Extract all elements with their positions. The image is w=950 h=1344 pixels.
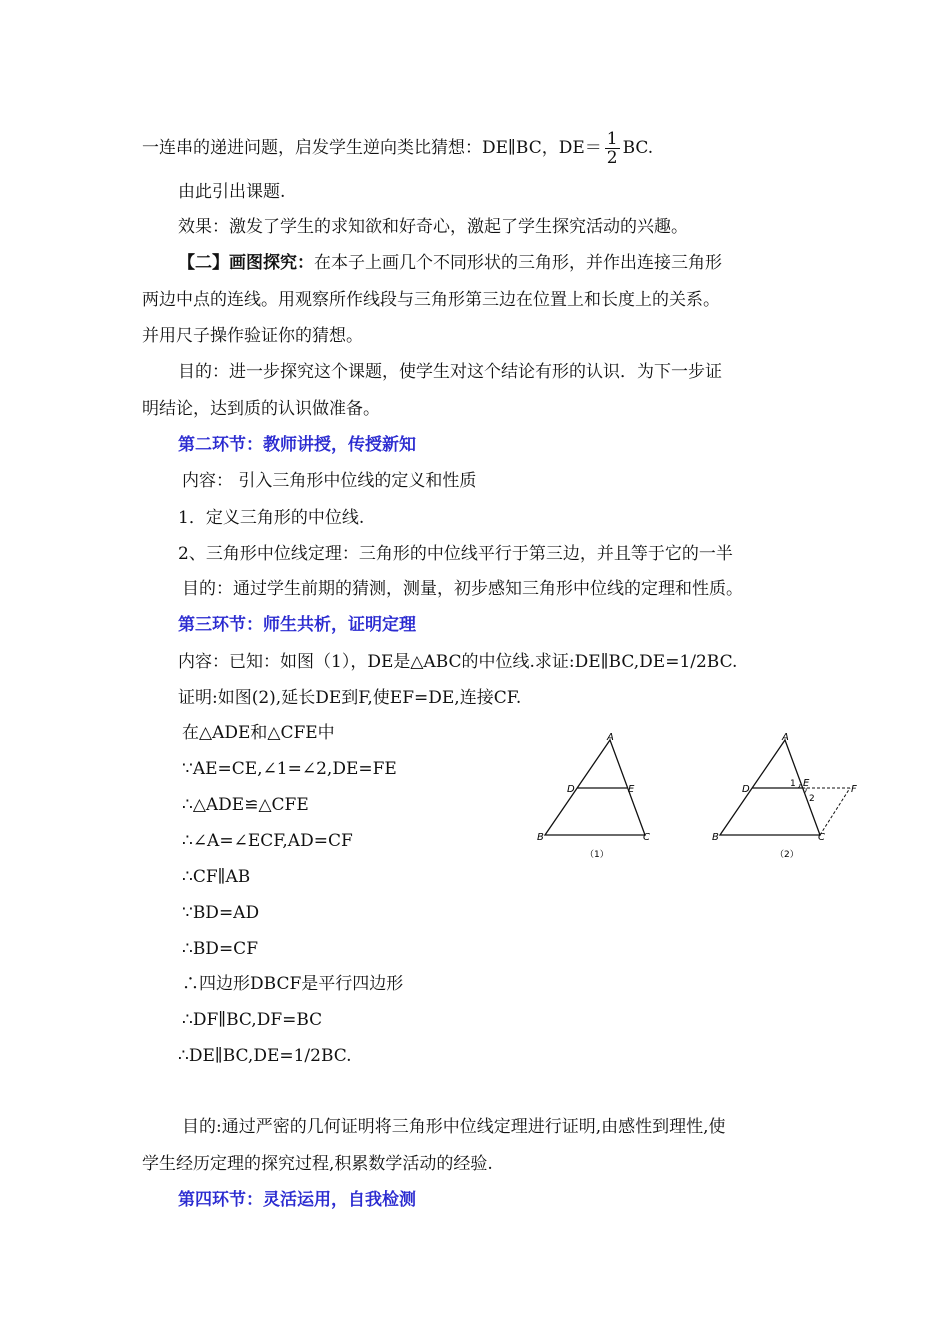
paragraph-intro: 由此引出课题. bbox=[178, 182, 286, 202]
proof-step: ∵AE=CE,∠1=∠2,DE=FE bbox=[182, 759, 397, 779]
label-b: B bbox=[537, 832, 544, 843]
paragraph-draw-explore bbox=[178, 251, 722, 275]
proof-step: ∴△ADE≌△CFE bbox=[182, 795, 309, 815]
draw-explore-label: 【二】画图探究： bbox=[178, 253, 314, 273]
label-c: C bbox=[643, 832, 650, 843]
fraction-one-half bbox=[605, 130, 620, 167]
section3-goal-line2: 学生经历定理的探究过程,积累数学活动的经验. bbox=[142, 1154, 493, 1174]
draw-explore-text: 在本子上画几个不同形状的三角形，并作出连接三角形 bbox=[314, 253, 722, 273]
paragraph-conjecture bbox=[142, 130, 653, 167]
figure-2-caption: （2） bbox=[775, 850, 799, 860]
proof-step: ∴CF∥AB bbox=[182, 867, 251, 887]
proof-step: ∴BD=CF bbox=[182, 939, 258, 959]
label-a: A bbox=[782, 732, 789, 743]
section2-item2: 2、三角形中位线定理：三角形的中位线平行于第三边，并且等于它的一半 bbox=[178, 544, 733, 564]
paragraph-effect: 效果：激发了学生的求知欲和好奇心，激起了学生探究活动的兴趣。 bbox=[178, 217, 688, 237]
proof-step: ∴四边形DBCF是平行四边形 bbox=[182, 974, 404, 994]
label-c: C bbox=[818, 832, 825, 843]
proof-step: ∵BD=AD bbox=[182, 903, 260, 923]
segment-cf bbox=[820, 788, 850, 835]
section2-item1: 1．定义三角形的中位线. bbox=[178, 508, 365, 528]
section3-goal-line1: 目的:通过严密的几何证明将三角形中位线定理进行证明,由感性到理性,使 bbox=[182, 1117, 726, 1137]
figure-1-triangle bbox=[530, 730, 660, 865]
section3-content: 内容：已知：如图（1），DE是△ABC的中位线.求证:DE∥BC,DE=1/2BC. bbox=[178, 652, 738, 672]
section2-goal: 目的：通过学生前期的猜测，测量，初步感知三角形中位线的定理和性质。 bbox=[182, 579, 743, 599]
proof-step: ∴∠A=∠ECF,AD=CF bbox=[182, 831, 353, 851]
paragraph-goal1-line1: 目的：进一步探究这个课题，使学生对这个结论有形的认识．为下一步证 bbox=[178, 362, 722, 382]
conjecture-text: 一连串的递进问题，启发学生逆向类比猜想：DE∥BC，DE＝ bbox=[142, 138, 602, 158]
proof-step: ∴DE∥BC,DE=1/2BC. bbox=[178, 1046, 352, 1066]
label-angle-2: 2 bbox=[809, 794, 815, 804]
paragraph-draw-line3: 并用尺子操作验证你的猜想。 bbox=[142, 326, 363, 346]
paragraph-goal1-line2: 明结论，达到质的认识做准备。 bbox=[142, 399, 380, 419]
conjecture-suffix: BC. bbox=[622, 138, 654, 158]
label-angle-1: 1 bbox=[790, 779, 796, 789]
figure-1-caption: （1） bbox=[585, 850, 609, 860]
label-d: D bbox=[567, 784, 575, 795]
section-heading-2: 第二环节：教师讲授，传授新知 bbox=[178, 435, 416, 455]
label-f: F bbox=[851, 784, 857, 795]
figure-2-triangle bbox=[705, 730, 870, 865]
label-b: B bbox=[712, 832, 719, 843]
section-heading-3: 第三环节：师生共析，证明定理 bbox=[178, 615, 416, 635]
label-a: A bbox=[607, 732, 614, 743]
fraction-numerator: 1 bbox=[606, 129, 618, 149]
paragraph-draw-line2: 两边中点的连线。用观察所作线段与三角形第三边在位置上和长度上的关系。 bbox=[142, 290, 720, 310]
label-e: E bbox=[628, 784, 635, 795]
section-heading-4: 第四环节：灵活运用，自我检测 bbox=[178, 1190, 416, 1210]
label-d: D bbox=[742, 784, 750, 795]
fraction-denominator: 2 bbox=[606, 148, 618, 168]
proof-step: 在△ADE和△CFE中 bbox=[182, 723, 335, 743]
proof-step: ∴DF∥BC,DF=BC bbox=[182, 1010, 323, 1030]
section2-content: 内容： 引入三角形中位线的定义和性质 bbox=[182, 471, 477, 491]
section3-proof-intro: 证明:如图(2),延长DE到F,使EF=DE,连接CF. bbox=[178, 688, 522, 708]
label-e: E bbox=[803, 778, 810, 789]
